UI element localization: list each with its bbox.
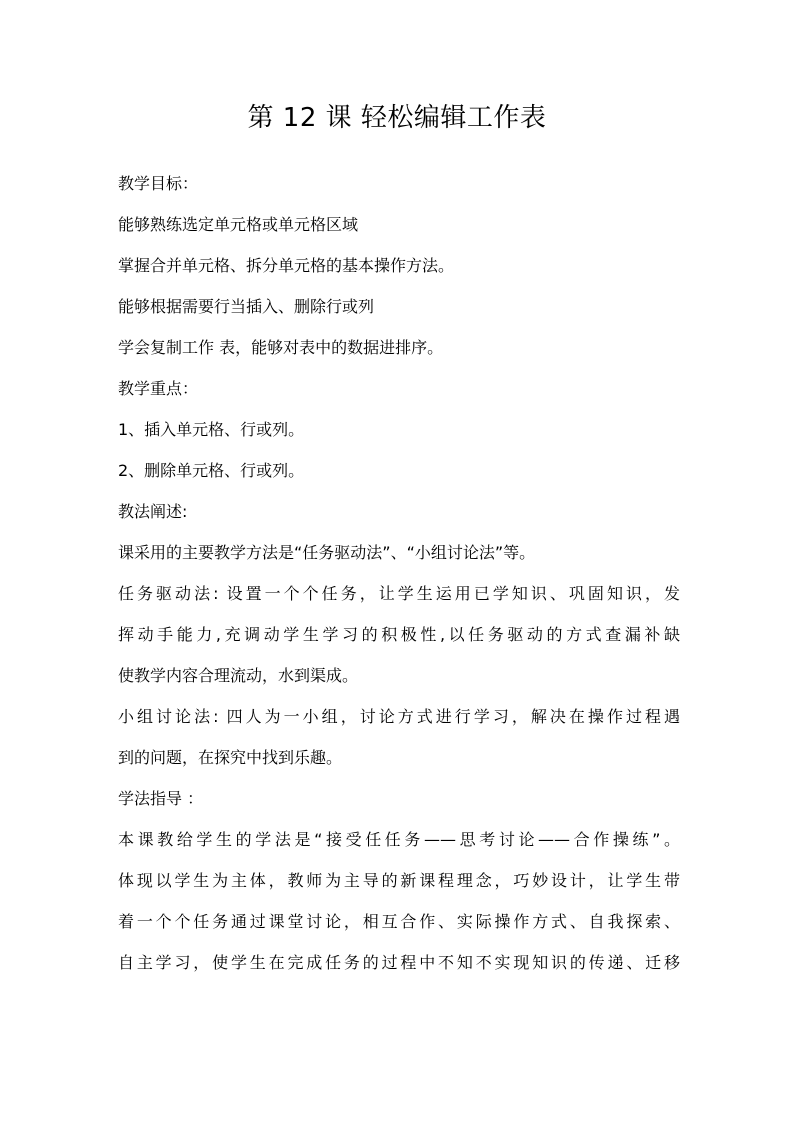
paragraph-line: 自主学习，使学生在完成任务的过程中不知不实现知识的传递、迁移 [118,953,680,972]
section-heading-key-points: 教学重点： [118,379,199,398]
paragraph-line: 学会复制工作 表，能够对表中的数据进排序。 [118,338,444,357]
paragraph-line: 本课教给学生的学法是“接受任任务——思考讨论——合作操练”。 [118,830,680,849]
paragraph-line: 2、删除单元格、行或列。 [118,461,305,480]
paragraph-line: 任务驱动法: 设置一个个任务，让学生运用已学知识、巩固知识，发 [118,584,680,603]
section-heading-study-guidance: 学法指导 ： [118,789,204,808]
paragraph-line: 到的问题，在探究中找到乐趣。 [118,748,343,767]
paragraph-line: 1、插入单元格、行或列。 [118,420,305,439]
paragraph-line: 掌握合并单元格、拆分单元格的基本操作方法。 [118,256,455,275]
document-title: 第 12 课 轻松编辑工作表 [247,103,547,133]
paragraph-line: 课采用的主要教学方法是“任务驱动法”、“小组讨论法”等。 [118,543,536,562]
document-body [118,163,680,983]
paragraph-line: 小组讨论法: 四人为一小组，讨论方式进行学习，解决在操作过程遇 [118,707,680,726]
paragraph-line: 能够熟练选定单元格或单元格区域 [118,215,359,234]
section-heading-teaching-goals: 教学目标： [118,174,199,193]
paragraph-line: 使教学内容合理流动，水到渠成。 [118,666,359,685]
paragraph-line: 能够根据需要行当插入、删除行或列 [118,297,375,316]
paragraph-line: 挥动手能力,充调动学生学习的积极性,以任务驱动的方式查漏补缺 [118,625,680,644]
paragraph-line: 体现以学生为主体，教师为主导的新课程理念，巧妙设计，让学生带 [118,871,680,890]
section-heading-teaching-method: 教法阐述: [118,502,188,521]
paragraph-line: 着一个个任务通过课堂讨论，相互合作、实际操作方式、自我探索、 [118,912,680,931]
